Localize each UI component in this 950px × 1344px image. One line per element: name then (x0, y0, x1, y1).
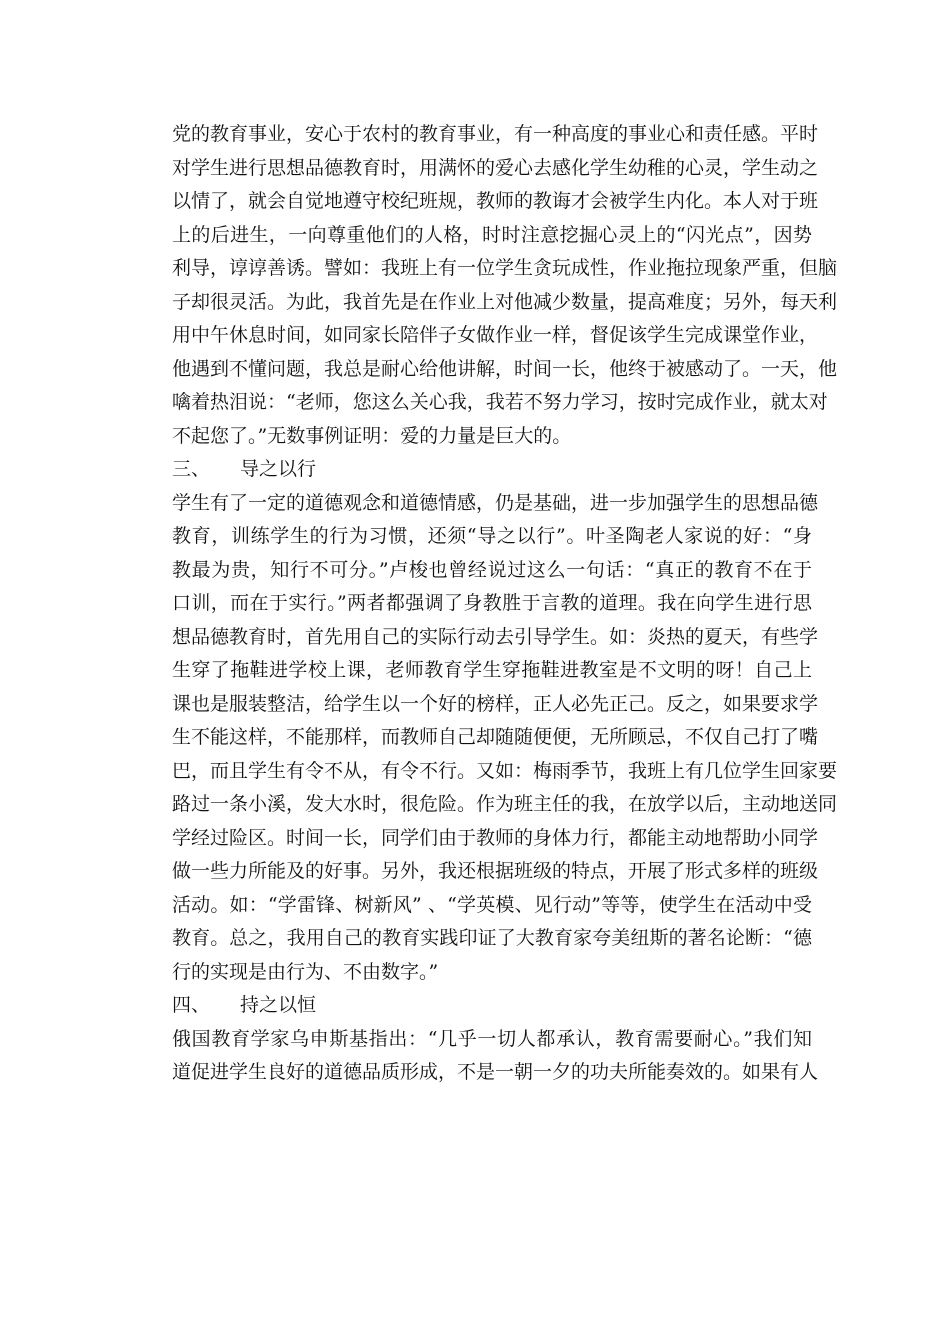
text-line: 俄国教育学家乌申斯基指出：“几乎一切人都承认，教育需要耐心。”我们知 (172, 1027, 812, 1050)
section-title: 导之以行 (240, 458, 317, 480)
text-line: 教最为贵，知行不可分。”卢梭也曾经说过这么一句话：“真正的教育不在于 (172, 558, 812, 581)
text-line: 上的后进生，一向尊重他们的人格，时时注意挖掘心灵上的“闪光点”，因势 (172, 223, 812, 246)
text-line: 学生有了一定的道德观念和道德情感，仍是基础，进一步加强学生的思想品德 (172, 491, 819, 514)
text-line: 对学生进行思想品德教育时，用满怀的爱心去感化学生幼稚的心灵，学生动之 (172, 156, 819, 179)
text-line: 以情了，就会自觉地遵守校纪班规，教师的教诲才会被学生内化。本人对于班 (172, 190, 819, 212)
text-line: 不起您了。”无数事例证明：爱的力量是巨大的。 (172, 424, 572, 447)
text-line: 道促进学生良好的道德品质形成，不是一朝一夕的功夫所能奏效的。如果有人 (172, 1061, 819, 1083)
text-line: 生穿了拖鞋进学校上课，老师教育学生穿拖鞋进教室是不文明的呀！自己上 (172, 659, 812, 681)
text-line: 他遇到不懂问题，我总是耐心给他讲解，时间一长，他终于被感动了。一天，他 (172, 357, 838, 380)
document-page (172, 118, 838, 1090)
text-line: 行的实现是由行为、不由数字。” (172, 960, 439, 983)
paragraph-section-4 (172, 1023, 819, 1090)
text-line: 巴，而且学生有令不从，有令不行。又如：梅雨季节，我班上有几位学生回家要 (172, 759, 838, 782)
section-title: 持之以恒 (240, 994, 317, 1016)
text-line: 噙着热泪说：“老师，您这么关心我，我若不努力学习，按时完成作业，就太对 (172, 391, 828, 413)
text-line: 活动。如：“学雷锋、树新风” 、“学英模、见行动”等等，使学生在活动中受 (172, 893, 812, 916)
text-line: 想品德教育时，首先用自己的实际行动去引导学生。如：炎热的夏天，有些学 (172, 625, 819, 648)
text-line: 做一些力所能及的好事。另外，我还根据班级的特点，开展了形式多样的班级 (172, 860, 819, 882)
paragraph-section-3 (172, 487, 838, 990)
text-line: 学经过险区。时间一长，同学们由于教师的身体力行，都能主动地帮助小同学 (172, 826, 819, 849)
paragraph-intro (172, 118, 838, 453)
section-heading-4 (172, 989, 812, 1023)
section-number: 四、 (172, 994, 211, 1016)
section-number: 三、 (172, 458, 211, 480)
section-heading-3 (172, 453, 812, 487)
text-line: 教育。总之，我用自己的教育实践印证了大教育家夸美纽斯的著名论断：“德 (172, 927, 812, 949)
text-line: 路过一条小溪，发大水时，很危险。作为班主任的我，在放学以后，主动地送同 (172, 793, 838, 815)
text-line: 利导，谆谆善诱。譬如：我班上有一位学生贪玩成性，作业拖拉现象严重，但脑 (172, 257, 838, 279)
text-line: 子却很灵活。为此，我首先是在作业上对他减少数量，提高难度；另外，每天利 (172, 290, 838, 313)
text-line: 课也是服装整洁，给学生以一个好的榜样，正人必先正己。反之，如果要求学 (172, 692, 819, 715)
text-line: 教育，训练学生的行为习惯，还须“导之以行”。叶圣陶老人家说的好：“身 (172, 525, 812, 547)
text-line: 口训，而在于实行。”两者都强调了身教胜于言教的道理。我在向学生进行思 (172, 592, 812, 614)
text-line: 生不能这样，不能那样，而教师自己却随随便便，无所顾忌，不仅自己打了嘴 (172, 726, 819, 748)
text-line: 党的教育事业，安心于农村的教育事业，有一种高度的事业心和责任感。平时 (172, 123, 819, 145)
text-line: 用中午休息时间，如同家长陪伴子女做作业一样，督促该学生完成课堂作业， (172, 324, 819, 346)
